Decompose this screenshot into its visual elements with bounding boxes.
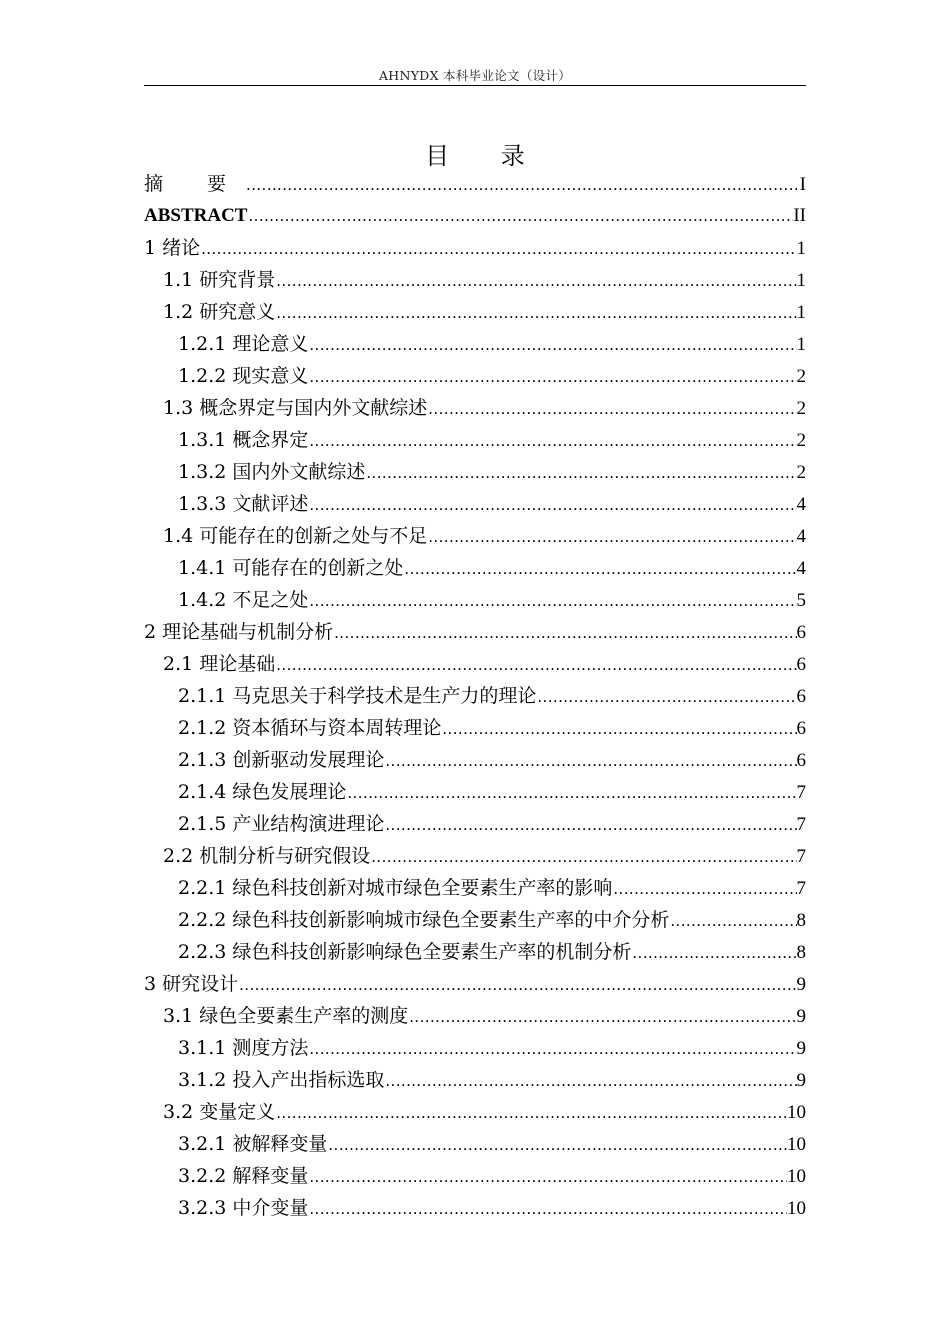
toc-entry-label: 1.2 研究意义	[163, 301, 276, 323]
toc-entry-page-number: 10	[787, 1166, 806, 1187]
toc-entry-label: 3.2.2 解释变量	[178, 1165, 309, 1187]
dot-leader	[308, 1161, 787, 1192]
toc-entry-page-number: 6	[796, 718, 806, 739]
toc-entry-label: 2.1.3 创新驱动发展理论	[178, 749, 385, 771]
dot-leader	[275, 1097, 787, 1128]
toc-entry-page-number: 7	[796, 878, 806, 899]
toc-entry[interactable]	[144, 1128, 806, 1160]
toc-entry-label: 1.4.2 不足之处	[178, 589, 309, 611]
dot-leader	[327, 1129, 787, 1160]
toc-entry[interactable]	[144, 744, 806, 776]
toc-entry-page-number: 8	[796, 942, 806, 963]
toc-entry[interactable]	[144, 1032, 806, 1064]
dot-leader	[308, 425, 796, 456]
toc-entry-label: 2.1.2 资本循环与资本周转理论	[178, 717, 442, 739]
toc-entry-page-number: 9	[796, 1006, 806, 1027]
toc-entry[interactable]	[144, 552, 806, 584]
toc-entry-label: 2.1.1 马克思关于科学技术是生产力的理论	[178, 685, 537, 707]
toc-entry-page-number: 10	[787, 1134, 806, 1155]
toc-entry[interactable]	[144, 520, 806, 552]
dot-leader	[308, 1033, 796, 1064]
toc-entry-label: 摘 要	[144, 173, 246, 195]
toc-entry-page-number: 1	[796, 302, 806, 323]
toc-entry-page-number: I	[799, 174, 806, 195]
dot-leader	[631, 937, 796, 968]
dot-leader	[384, 1065, 796, 1096]
toc-entry-page-number: 2	[796, 398, 806, 419]
dot-leader	[612, 873, 796, 904]
toc-entry[interactable]	[144, 264, 806, 296]
toc-entry-page-number: 2	[796, 366, 806, 387]
dot-leader	[247, 200, 793, 232]
toc-entry[interactable]	[144, 776, 806, 808]
toc-entry[interactable]	[144, 1064, 806, 1096]
toc-entry-label: 1.1 研究背景	[163, 269, 276, 291]
toc-entry-page-number: 6	[796, 622, 806, 643]
toc-entry-page-number: 9	[796, 1070, 806, 1091]
toc-entry[interactable]	[144, 872, 806, 904]
dot-leader	[365, 457, 796, 488]
toc-entry-page-number: 10	[787, 1198, 806, 1219]
toc-entry-label: ABSTRACT	[144, 205, 248, 226]
toc-entry[interactable]	[144, 488, 806, 520]
toc-entry-label: 2.1 理论基础	[163, 653, 276, 675]
toc-entry-label: 2.1.4 绿色发展理论	[178, 781, 347, 803]
toc-entry[interactable]	[144, 328, 806, 360]
dot-leader	[275, 649, 796, 680]
toc-entry[interactable]	[144, 648, 806, 680]
toc-entry-page-number: 10	[787, 1102, 806, 1123]
toc-entry[interactable]	[144, 200, 806, 232]
header-rule	[144, 85, 806, 86]
toc-entry-page-number: 6	[796, 654, 806, 675]
dot-leader	[308, 361, 796, 392]
dot-leader	[384, 809, 796, 840]
toc-entry[interactable]	[144, 904, 806, 936]
toc-entry-page-number: 7	[796, 814, 806, 835]
dot-leader	[403, 553, 796, 584]
dot-leader	[308, 489, 796, 520]
toc-entry-page-number: 6	[796, 686, 806, 707]
toc-entry[interactable]	[144, 680, 806, 712]
toc-entry[interactable]	[144, 296, 806, 328]
toc-entry-page-number: 1	[796, 270, 806, 291]
toc-entry-page-number: 7	[796, 782, 806, 803]
toc-entry-label: 1.4.1 可能存在的创新之处	[178, 557, 404, 579]
toc-entry[interactable]	[144, 360, 806, 392]
toc-entry[interactable]	[144, 584, 806, 616]
dot-leader	[200, 233, 796, 264]
toc-entry[interactable]	[144, 424, 806, 456]
dot-leader	[308, 585, 796, 616]
toc-entry[interactable]	[144, 840, 806, 872]
dot-leader	[370, 841, 796, 872]
toc-entry-page-number: 9	[796, 1038, 806, 1059]
toc-entry-label: 3.2 变量定义	[163, 1101, 276, 1123]
dot-leader	[275, 297, 796, 328]
toc-entry-label: 2.2.1 绿色科技创新对城市绿色全要素生产率的影响	[178, 877, 613, 899]
toc-entry-label: 3.1.1 测度方法	[178, 1037, 309, 1059]
toc-entry-label: 2.2 机制分析与研究假设	[163, 845, 371, 867]
toc-entry-label: 3.1 绿色全要素生产率的测度	[163, 1005, 409, 1027]
toc-entry-label: 2.2.2 绿色科技创新影响城市绿色全要素生产率的中介分析	[178, 909, 670, 931]
dot-leader	[346, 777, 796, 808]
dot-leader	[308, 1193, 787, 1224]
toc-entry[interactable]	[144, 808, 806, 840]
toc-entry[interactable]	[144, 392, 806, 424]
toc-entry-page-number: 8	[796, 910, 806, 931]
toc-entry-label: 2.1.5 产业结构演进理论	[178, 813, 385, 835]
toc-entry-label: 1.3 概念界定与国内外文献综述	[163, 397, 428, 419]
toc-entry-label: 1 绪论	[144, 237, 201, 259]
toc-entry[interactable]	[144, 456, 806, 488]
dot-leader	[308, 329, 796, 360]
table-of-contents	[144, 168, 806, 1224]
toc-entry-page-number: 9	[796, 974, 806, 995]
toc-entry[interactable]	[144, 968, 806, 1000]
toc-entry[interactable]	[144, 1160, 806, 1192]
toc-entry-page-number: 2	[796, 462, 806, 483]
toc-entry[interactable]	[144, 936, 806, 968]
toc-entry-page-number: 1	[796, 334, 806, 355]
toc-entry-label: 3.1.2 投入产出指标选取	[178, 1069, 385, 1091]
toc-entry-page-number: 4	[796, 558, 806, 579]
toc-entry[interactable]	[144, 1000, 806, 1032]
dot-leader	[427, 393, 796, 424]
toc-entry[interactable]	[144, 168, 806, 200]
toc-entry-label: 1.2.2 现实意义	[178, 365, 309, 387]
toc-entry[interactable]	[144, 1096, 806, 1128]
toc-entry-label: 1.3.3 文献评述	[178, 493, 309, 515]
toc-entry-page-number: 1	[796, 238, 806, 259]
toc-entry-label: 1.4 可能存在的创新之处与不足	[163, 525, 428, 547]
toc-entry-page-number: 7	[796, 846, 806, 867]
toc-entry-label: 1.3.1 概念界定	[178, 429, 309, 451]
toc-entry[interactable]	[144, 232, 806, 264]
dot-leader	[245, 169, 800, 200]
toc-entry-label: 3.2.1 被解释变量	[178, 1133, 328, 1155]
toc-entry-page-number: 5	[796, 590, 806, 611]
toc-entry[interactable]	[144, 1192, 806, 1224]
dot-leader	[384, 745, 796, 776]
toc-title: 目 录	[425, 142, 547, 170]
toc-entry-page-number: 4	[796, 494, 806, 515]
dot-leader	[408, 1001, 796, 1032]
dot-leader	[427, 521, 796, 552]
toc-entry-page-number: 6	[796, 750, 806, 771]
running-header: AHNYDX 本科毕业论文（设计）	[378, 68, 572, 83]
toc-entry-label: 2 理论基础与机制分析	[144, 621, 334, 643]
dot-leader	[441, 713, 796, 744]
dot-leader	[669, 905, 796, 936]
toc-entry-label: 3 研究设计	[144, 973, 239, 995]
toc-entry[interactable]	[144, 616, 806, 648]
dot-leader	[333, 617, 796, 648]
toc-entry-label: 1.3.2 国内外文献综述	[178, 461, 366, 483]
toc-entry-label: 2.2.3 绿色科技创新影响绿色全要素生产率的机制分析	[178, 941, 632, 963]
dot-leader	[238, 969, 796, 1000]
dot-leader	[536, 681, 796, 712]
toc-entry-label: 1.2.1 理论意义	[178, 333, 309, 355]
toc-entry-page-number: II	[793, 205, 806, 226]
toc-entry[interactable]	[144, 712, 806, 744]
toc-entry-page-number: 2	[796, 430, 806, 451]
dot-leader	[275, 265, 796, 296]
toc-entry-label: 3.2.3 中介变量	[178, 1197, 309, 1219]
toc-entry-page-number: 4	[796, 526, 806, 547]
